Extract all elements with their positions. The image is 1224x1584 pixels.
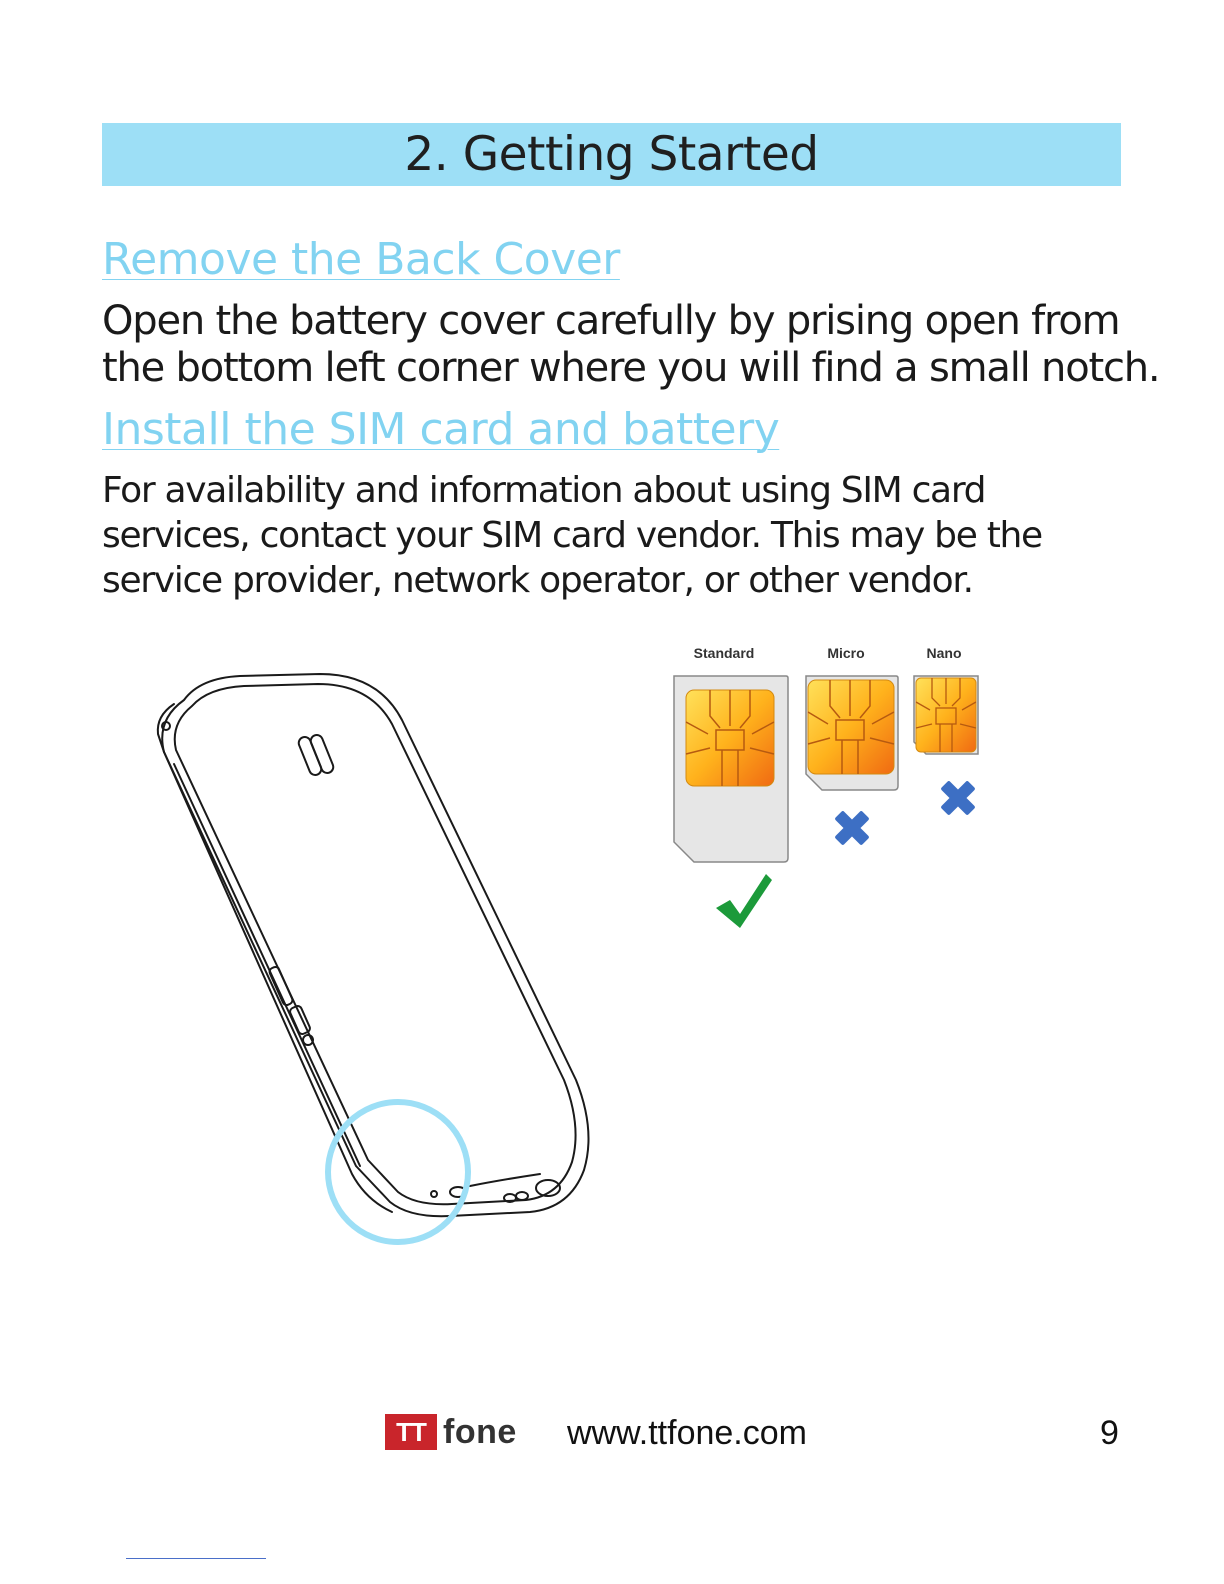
page-number: 9 bbox=[1100, 1414, 1119, 1452]
micro-sim-card bbox=[806, 676, 898, 790]
check-icon bbox=[716, 874, 772, 928]
website-url: www.ttfone.com bbox=[567, 1414, 807, 1452]
bottom-rule bbox=[126, 1558, 266, 1559]
logo-text: fone bbox=[443, 1412, 517, 1451]
ttfone-logo bbox=[385, 1412, 517, 1452]
standard-sim-card bbox=[674, 676, 788, 862]
back-cover-line-2: the bottom left corner where you will find a small notch. bbox=[102, 345, 1160, 391]
logo-mark: TT bbox=[385, 1414, 437, 1450]
section-banner bbox=[102, 123, 1121, 186]
section-title: 2. Getting Started bbox=[404, 127, 819, 182]
nano-sim-card bbox=[914, 676, 978, 754]
sim-line-3: service provider, network operator, or other vendor. bbox=[102, 560, 973, 601]
footer bbox=[0, 1404, 1224, 1464]
sim-line-2: services, contact your SIM card vendor. This may be the bbox=[102, 515, 1042, 556]
sim-instructions bbox=[102, 468, 1042, 603]
notch-highlight-circle bbox=[328, 1102, 468, 1242]
back-cover-instructions bbox=[102, 298, 1159, 392]
sim-label-micro: Micro bbox=[827, 645, 865, 661]
remove-back-cover-heading: Remove the Back Cover bbox=[102, 234, 620, 285]
back-cover-line-1: Open the battery cover carefully by prising open from bbox=[102, 298, 1120, 344]
cross-icon-micro bbox=[825, 801, 879, 855]
sim-label-standard: Standard bbox=[693, 645, 755, 661]
install-sim-heading: Install the SIM card and battery bbox=[102, 404, 780, 455]
cross-icon-nano bbox=[931, 771, 985, 825]
sim-line-1: For availability and information about using SIM card bbox=[102, 470, 986, 511]
phone-back-illustration bbox=[140, 660, 610, 1260]
sim-label-nano: Nano bbox=[926, 645, 962, 661]
sim-size-illustration bbox=[660, 636, 1000, 946]
